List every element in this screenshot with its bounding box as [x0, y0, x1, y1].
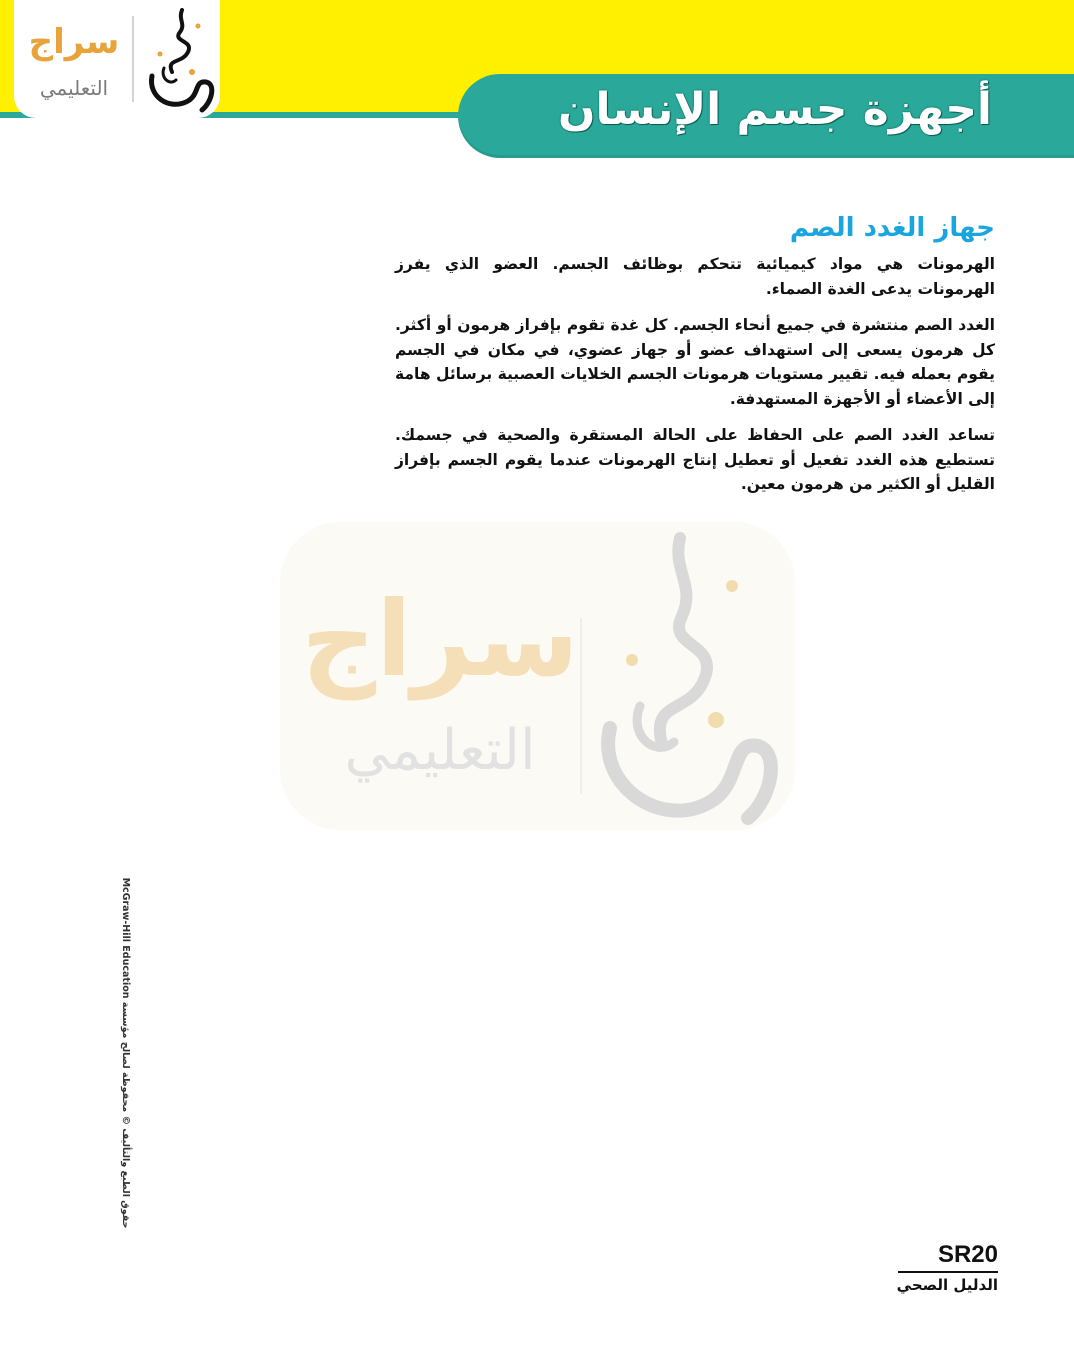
watermark-calligraphy-icon: [592, 530, 782, 825]
paragraph-3: تساعد الغدد الصم على الحفاظ على الحالة المستقرة والصحية في جسمك. تستطيع هذه الغدد تفعيل أو تعطيل إنتاج الهرمونات عندما يقوم الجسم بإفراز القليل أو الكثير من هرمون معين.: [395, 426, 995, 493]
logo: [14, 0, 220, 118]
watermark-divider: [580, 618, 582, 794]
watermark: [280, 522, 795, 830]
side-credit: [118, 858, 132, 1248]
logo-divider: [132, 16, 134, 102]
watermark-word-main: سراج: [301, 578, 579, 700]
footer-label: الدليل الصحي: [896, 1276, 998, 1294]
page-number: SR20: [898, 1241, 998, 1273]
page-title: أجهزة جسم الإنسان: [557, 84, 992, 135]
siraj-calligraphy-icon: [142, 6, 218, 116]
watermark-word-sub: التعليمي: [344, 718, 536, 783]
paragraph-2: الغدد الصم منتشرة في جميع أنحاء الجسم. كل غدة تقوم بإفراز هرمون أو أكثر. كل هرمون يسعى إلى استهداف عضو أو جهاز عضوي، في مكان في الجسم يقوم بعمله فيه. تقيير مستويات هرمونات الجسم الخلايات العصبية برسائل هامة إلى الأعضاء أو الأجهزة المستهدفة.: [395, 316, 995, 408]
logo-word-sub: التعليمي: [39, 76, 109, 100]
paragraph-1: الهرمونات هي مواد كيميائية تتحكم بوظائف الجسم. العضو الذي يفرز الهرمونات يدعى الغدة الصماء.: [395, 255, 995, 298]
logo-word-main: سراج: [28, 22, 120, 62]
section-content: [395, 210, 995, 509]
side-credit-text: حقوق الطبع والتأليف © محفوظة لصالح مؤسسة McGraw-Hill Education: [120, 877, 131, 1229]
section-heading: جهاز الغدد الصم: [789, 213, 995, 243]
